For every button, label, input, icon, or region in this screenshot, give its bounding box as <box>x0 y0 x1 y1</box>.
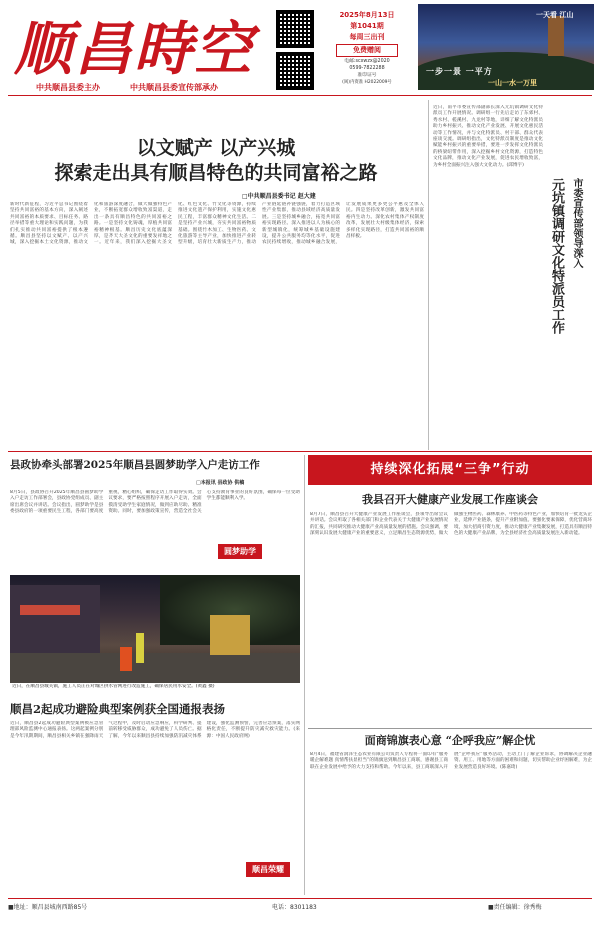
right-subhead: 市委宣传部领导深入 <box>571 178 582 268</box>
right-body: 近日，南平市委宣传部副部长深入元坑镇调研文化特派员工作开展情况。调研组一行先后走访了东郊村、秀水村、槎溪村、九龙村等地，详细了解文化特派员助力乡村振兴、推动文化产业发展、开展文化惠民活动等工作情况，并与文化特派员、村干部、群众代表座谈交流。调研组指出，文化特派员制度是推动文化赋能乡村振兴的重要举措，要进一步发挥文化特派员的桥梁纽带作用，深入挖掘乡村文化资源，打造特色文化品牌，推动文化产业发展，促进农民增收致富，为乡村全面振兴注入强大文化动力。(邱博宇) <box>433 105 543 168</box>
photo-excavator <box>210 615 250 655</box>
banner-pagoda <box>548 16 564 56</box>
issue-info <box>328 10 406 86</box>
banner-text-bottom: 一山一水一万里 <box>488 79 537 87</box>
section-left-headline: 县政协牵头部署2025年顺昌县圆梦助学入户走访工作 <box>10 459 260 471</box>
masthead-divider <box>8 95 592 96</box>
sub-body: 8月4日，福建省润泽生态农业有限公司负责人专程将一面印有“服务暖企解难题 真情帮扶显担当”的锦旗送到顺昌县工商联，感谢县工商联在企业发展中给予的大力支持和帮助。今年以来，县工商联深入开展“企呼我应”服务活动，主动上门了解企业诉求，协调解决企业融资、用工、用地等方面的困难和问题，切实帮助企业纾困解难，为企业发展营造良好环境。(陈嘉琦) <box>310 752 592 770</box>
issue-frequency: 每周三出刊 <box>349 33 385 41</box>
bottom-left-headline: 顺昌2起成功避险典型案例获全国通报表扬 <box>10 702 225 716</box>
photo-road <box>10 653 300 683</box>
section-left-body: 8月5日，县政协召开2025年顺昌县圆梦助学入户走访工作部署会，县政协党组成员、副主席出席会议并讲话。会议指出，圆梦助学是县委县政府的一项重要民生工程，各部门要高度重视，精心组织，确保走访工作取得实效。会议要求，要严格按照程序开展入户走访，全面摸清受助学生家庭情况，做到应助尽助、精准资助。同时，要加强政策宣传，营造全社会关心支持教育事业的良好氛围，确保每一位受助学生都能顺利入学。 <box>10 490 300 515</box>
section-right-banner <box>308 455 592 485</box>
section-right-tag: 顺昌荣耀 <box>246 862 290 877</box>
issue-permit-number: (闽)内资准 H2022009号 <box>342 80 392 85</box>
qr-code-icon <box>276 52 314 90</box>
footer-divider <box>8 898 592 899</box>
free-badge: 免费赠阅 <box>336 44 398 57</box>
section-right-headline: 我县召开大健康产业发展工作座谈会 <box>362 493 538 506</box>
banner-text-mid: 一步一景 一平方 <box>426 67 493 76</box>
section-left-byline: □本报讯 县政协 供稿 <box>196 480 245 486</box>
divider <box>308 728 592 729</box>
sponsor-left: 中共顺昌县委主办 <box>36 83 100 92</box>
right-headline: 元坑镇调研文化特派员工作 <box>549 178 564 334</box>
sub-headline: 面商锦旗表心意 “企呼我应”解企忧 <box>364 734 536 747</box>
column-divider <box>304 455 305 895</box>
masthead-title: 顺昌時空 <box>14 15 255 83</box>
issue-permit: 准印证号 <box>357 73 377 78</box>
masthead <box>0 0 600 92</box>
footer-editor: ■责任编辑：徐秀梅 <box>488 904 542 911</box>
lead-headline-2: 探索走出具有顺昌特色的共同富裕之路 <box>54 162 378 184</box>
sponsor-right: 中共顺昌县委宣传部承办 <box>130 83 218 92</box>
column-divider <box>428 100 429 450</box>
issue-phone: 0599-7822288 <box>349 66 385 71</box>
issue-email: 电邮:scxwzx@2020 <box>344 59 390 64</box>
footer-address: ■地址：顺昌县城南西路85号 <box>8 904 88 911</box>
section-left-tag: 圆梦助学 <box>218 544 262 559</box>
bottom-left-body: 近日，顺昌县2起成功避险典型案例被应急管理部风险监测中心通报表扬。这两起案例分别是今年汛期期间，顺昌县相关乡镇在强降雨天气过程中，及时启动应急响应，科学研判、提前转移受威胁群众，成功避免了人员伤亡。据了解，今年以来顺昌县持续加强防汛减灾体系建设，强化监测预警，完善应急预案，落实网格化责任，不断提升防灾减灾救灾能力。(来源：中国人民政府网) <box>10 721 300 739</box>
photo-shop-lights <box>20 605 80 615</box>
photo-worker <box>136 633 144 663</box>
section-right-body: 8月7日，顺昌县召开大健康产业发展工作座谈会，县领导出席会议并讲话。会议听取了各相关部门和企业代表关于大健康产业发展情况的汇报，共同研究推动大健康产业高质量发展的措施。会议强调，要深刻认识发展大健康产业的重要意义，立足顺昌生态资源优势，做大做强生物医药、森林康养、中医药等特色产业，加快培育一批龙头企业，延伸产业链条，提升产业附加值。要强化要素保障，优化营商环境，加大招商引资力度，推动大健康产业集聚发展，打造具有顺昌特色的大健康产业品牌，为全县经济社会高质量发展注入新动能。 <box>310 512 592 537</box>
section-divider <box>8 451 592 452</box>
masthead-banner-image <box>418 4 594 90</box>
lead-headline-1: 以文赋产 以产兴城 <box>136 137 296 159</box>
lead-byline: □中共顺昌县委书记 赵大建 <box>242 193 316 200</box>
qr-code-icon <box>276 10 314 48</box>
lead-body: 新时代新征程，习近平总书记围绕着坚持共同富裕的基本方向，深入阐述共同富裕的本质要求、目标任务、路径举措等重大理论和实践问题，为我们扎实推动共同富裕提供了根本遵循。顺昌县坚持以文赋产、以产兴城，深入挖掘本土文化资源，推动文化和旅游深度融合，做大做强特色产业，不断拓宽群众增收致富渠道，走出一条具有顺昌特色的共同富裕之路。一是坚持文化铸魂，厚植共同富裕精神根基。顺昌历史文化底蕴深厚，是齐天大圣文化的重要发祥地之一。近年来，我们深入挖掘大圣文化、红色文化、竹文化等资源，持续推进文化遗产保护利用，实施文化惠民工程，丰富群众精神文化生活。二是坚持产业兴城，夯实共同富裕物质基础。围绕竹木加工、生物医药、文化旅游等主导产业，加快推进产业转型升级，培育壮大新质生产力，推动产业链延链补链强链，着力打造区域性产业集群，推动县域经济高质量发展。三是坚持城乡融合，拓宽共同富裕实现路径。深入推进以人为核心的新型城镇化，统筹城乡基础设施建设，提升公共服务均等化水平，促进农民持续增收，推动城乡融合发展，让发展成果更多更公平惠及全体人民。四是坚持改革创新，激发共同富裕内生动力。深化农村集体产权制度改革，发展壮大村级集体经济，探索多样化实现路径，打造共同富裕的顺昌样板。 <box>10 202 424 246</box>
photo-building <box>10 585 100 655</box>
issue-number: 第1041期 <box>350 22 384 30</box>
street-photo <box>10 575 300 683</box>
banner-text-top: 一天看 江山 <box>536 11 574 19</box>
footer <box>8 902 592 914</box>
footer-tel: 电话：8301183 <box>272 904 317 911</box>
issue-date: 2025年8月13日 <box>339 11 395 19</box>
photo-caption: 近日，在顺昌县城关镇，施工人员正在对城区供水管网进行改造施工，确保居民用水安全。(黄鑫 摄) <box>12 684 215 689</box>
section-right-banner-text: 持续深化拓展“三争”行动 <box>370 462 530 477</box>
photo-barrier <box>120 647 132 671</box>
